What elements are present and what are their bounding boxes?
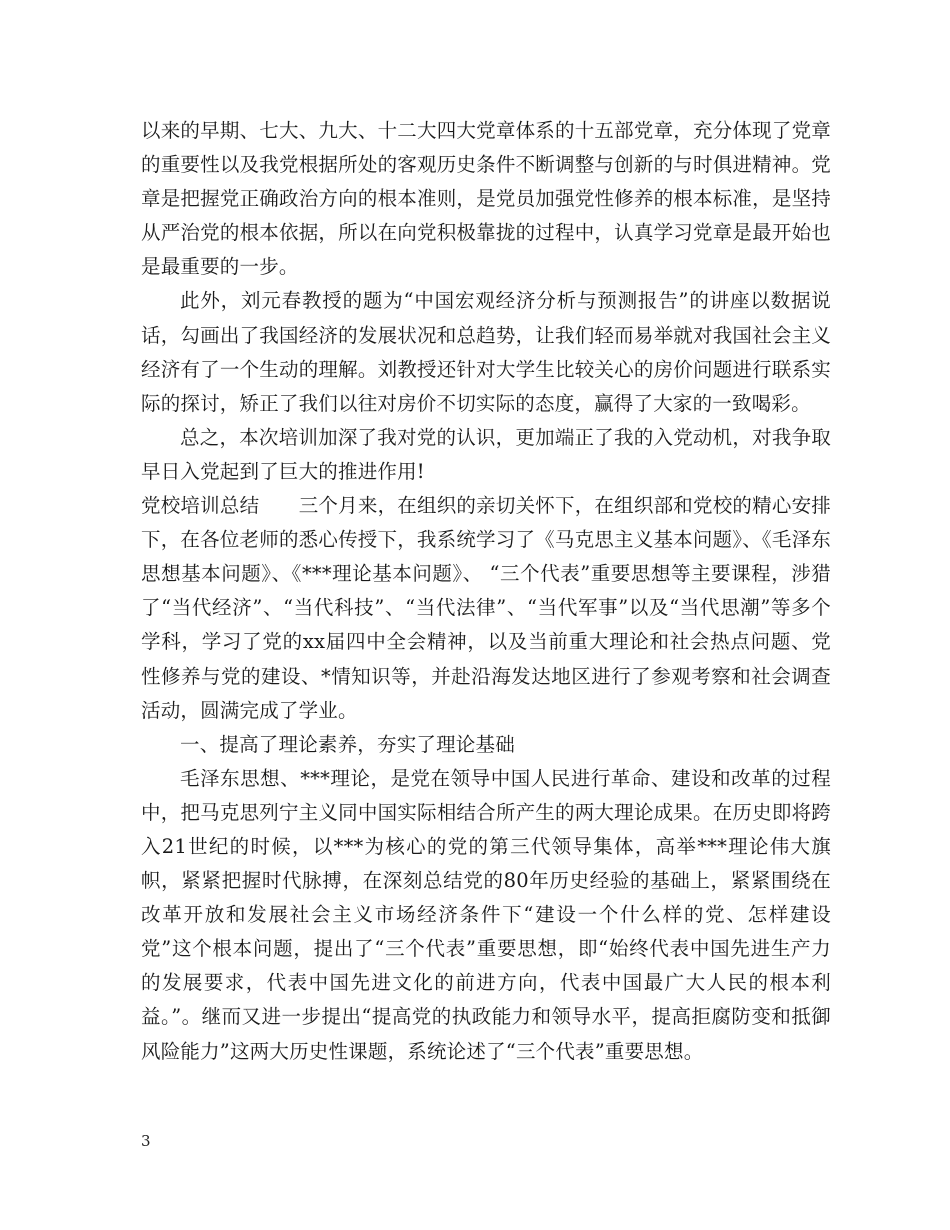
paragraph-continuation: 以来的早期、七大、九大、十二大四大党章体系的十五部党章，充分体现了党章的重要性以及我党根据所处的客观历史条件不断调整与创新的与时俱进精神。党章是把握党正确政治方向的根本准则，是党员加强党性修养的根本标准，是坚持从严治党的根本依据，所以在向党积极靠拢的过程中，认真学习党章是最开始也是最重要的一步。: [141, 119, 831, 279]
paragraph-conclusion: 总之，本次培训加深了我对党的认识，更加端正了我的入党动机，对我争取早日入党起到了巨大的推进作用!: [141, 425, 831, 483]
paragraph-lecture: 此外，刘元春教授的题为“中国宏观经济分析与预测报告”的讲座以数据说话，勾画出了我国经济的发展状况和总趋势，让我们轻而易举就对我国社会主义经济有了一个生动的理解。刘教授还针对大学生比较关心的房价问题进行联系实际的探讨，矫正了我们以往对房价不切实际的态度，赢得了大家的一致喝彩。: [141, 289, 831, 415]
page-number: 3: [141, 1132, 151, 1150]
section-heading: 一、提高了理论素养，夯实了理论基础: [180, 732, 515, 756]
paragraph-theory: 毛泽东思想、***理论，是党在领导中国人民进行革命、建设和改革的过程中，把马克思列宁主义同中国实际相结合所产生的两大理论成果。在历史即将跨入21世纪的时候，以***为核心的党的第三代领导集体，高举***理论伟大旗帜，紧紧把握时代脉搏，在深刻总结党的80年历史经验的基础上，紧紧围绕在改革开放和发展社会主义市场经济条件下“建设一个什么样的党、怎样建设党”这个根本问题，提出了“三个代表”重要思想，即“始终代表中国先进生产力的发展要求，代表中国先进文化的前进方向，代表中国最广大人民的根本利益。”。继而又进一步提出“提高党的执政能力和领导水平，提高拒腐防变和抵御风险能力”这两大历史性课题，系统论述了“三个代表”重要思想。: [141, 766, 831, 1063]
paragraph-training-summary: 党校培训总结 三个月来，在组织的亲切关怀下，在组织部和党校的精心安排下，在各位老师的悉心传授下，我系统学习了《马克思主义基本问题》、《毛泽东思想基本问题》、《***理论基本问题》、 “三个代表”重要思想等主要课程，涉猎了“当代经济”、“当代科技”、“当代法律”、“当代军事”以及“当代思潮”等多个学科，学习了党的xx届四中全会精神，以及当前重大理论和社会热点问题、党性修养与党的建设、*情知识等，并赴沿海发达地区进行了参观考察和社会调查活动，圆满完成了学业。: [141, 494, 831, 722]
document-body: [141, 114, 831, 1069]
